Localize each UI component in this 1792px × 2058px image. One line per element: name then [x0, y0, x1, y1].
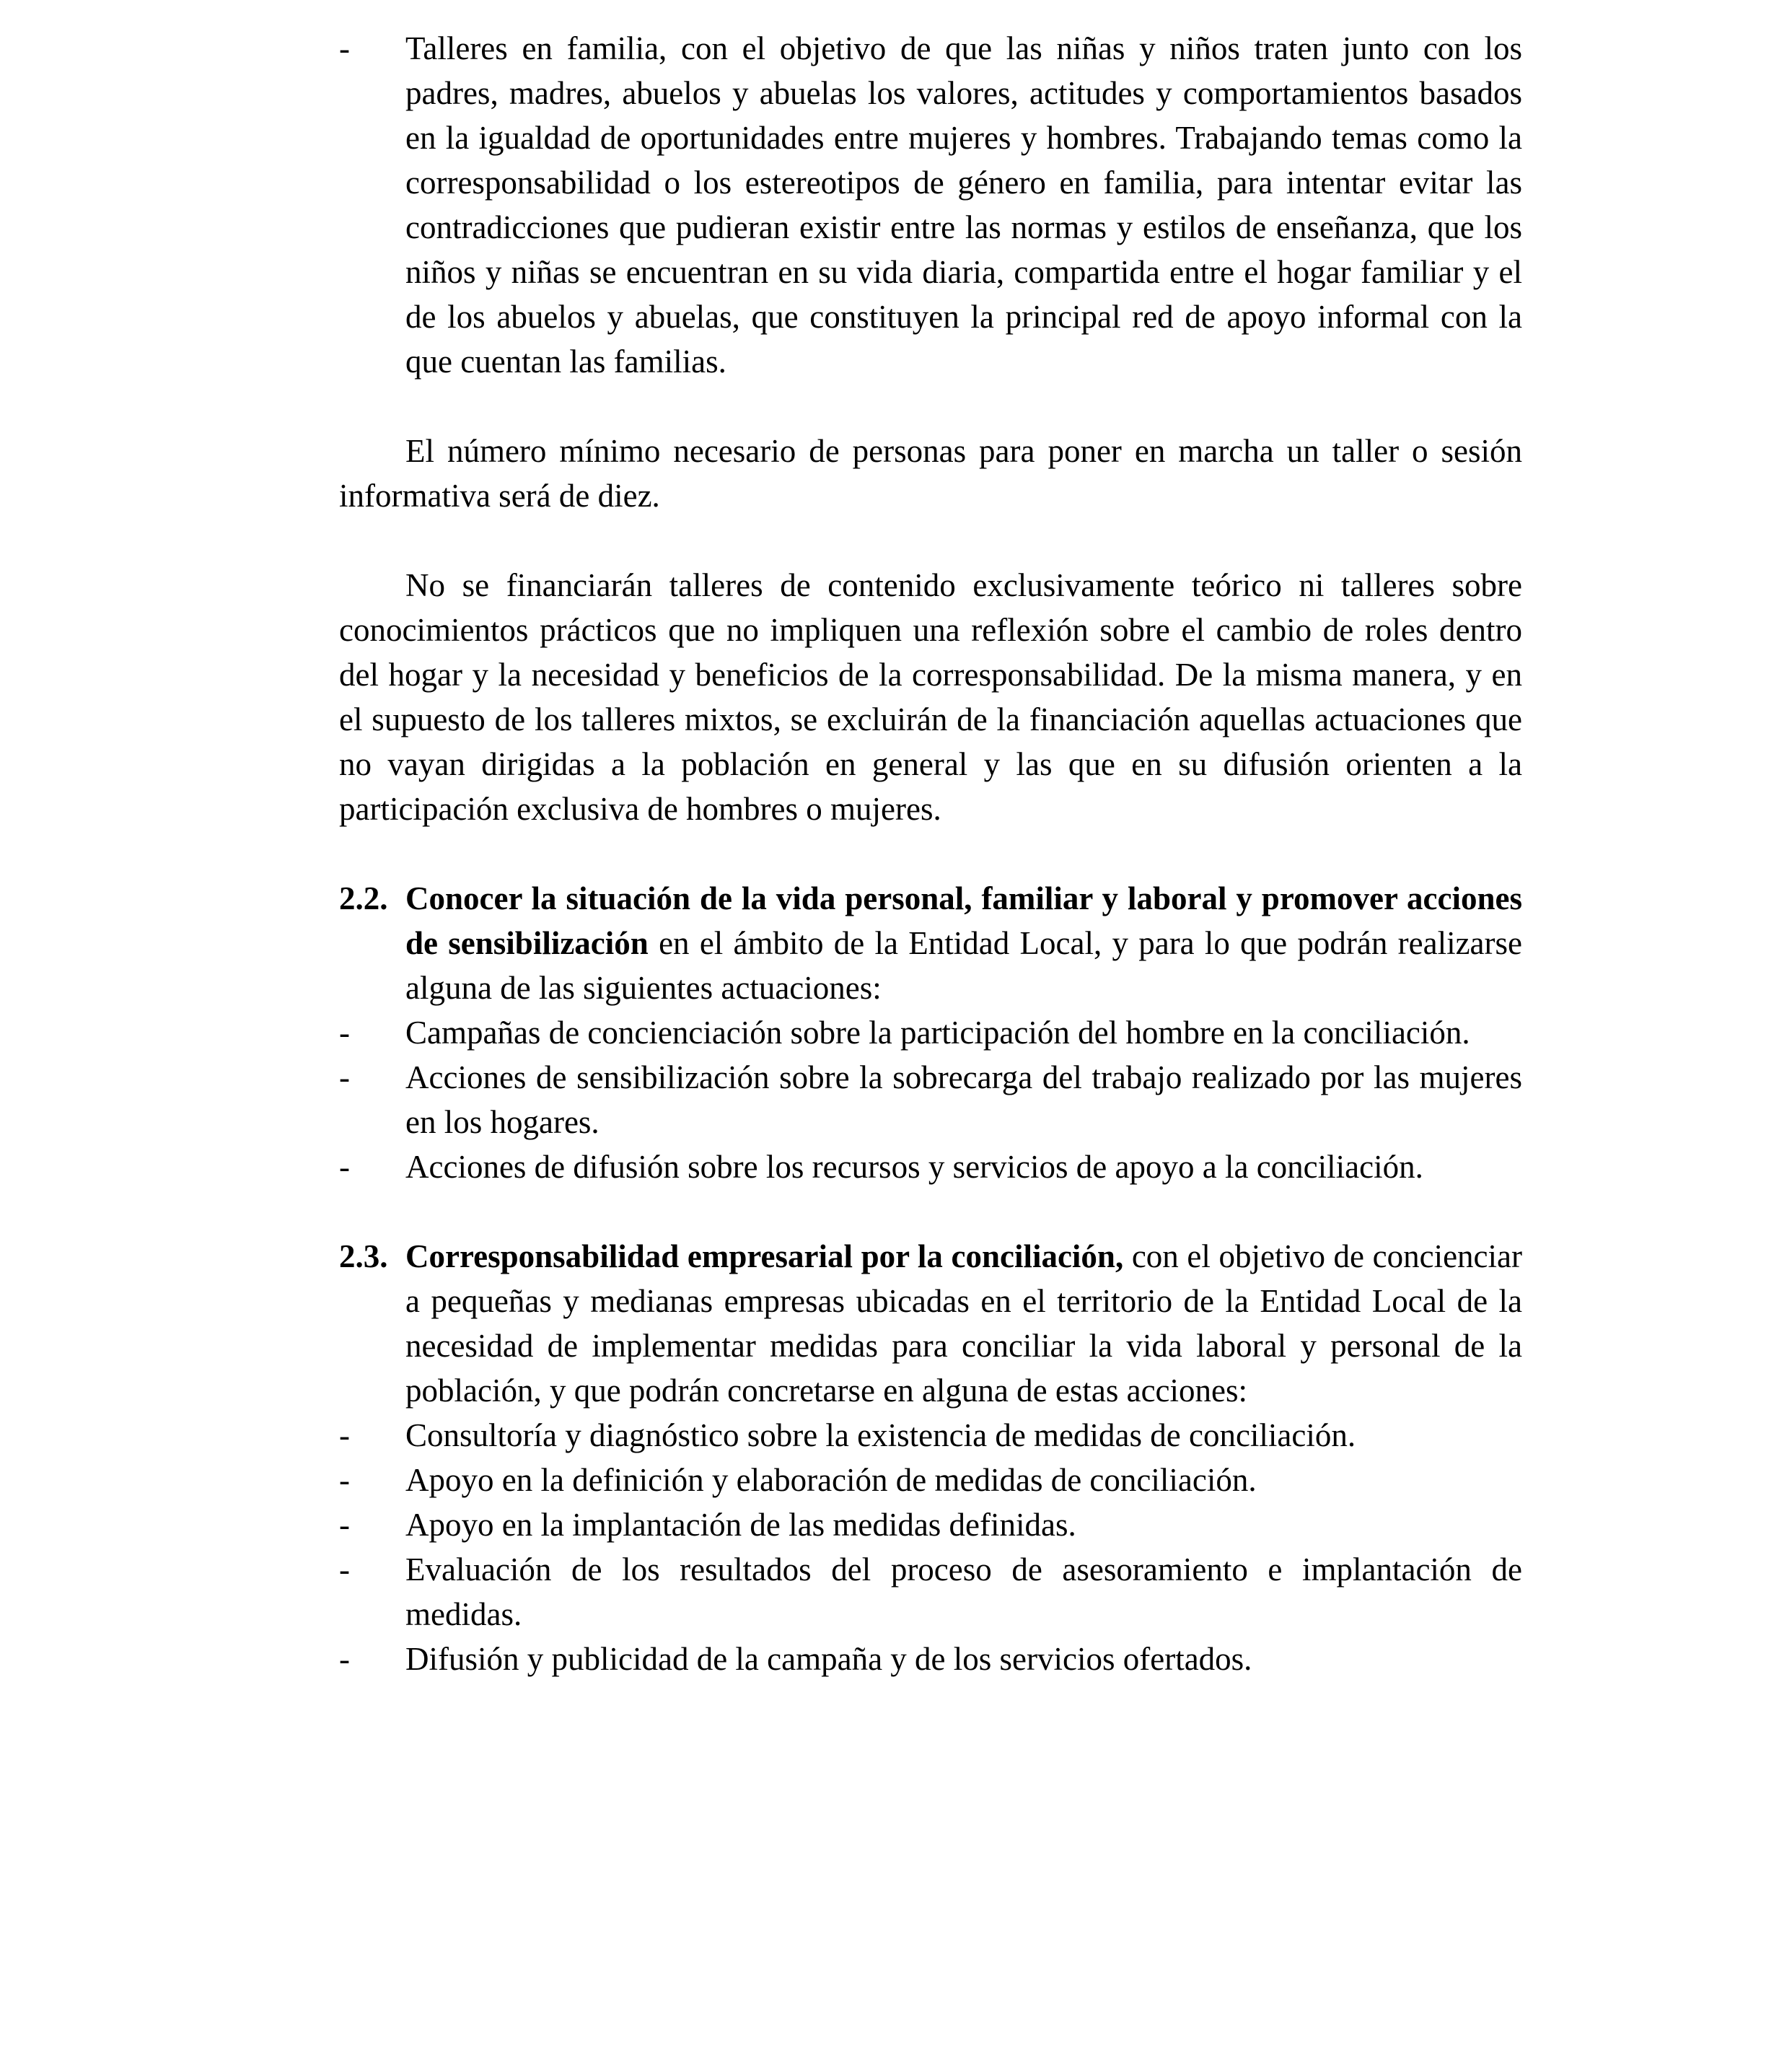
bullet-text: Consultoría y diagnóstico sobre la existencia de medidas de conciliación. — [405, 1417, 1356, 1453]
section-number: 2.2. — [339, 880, 388, 916]
bullet-item — [339, 1144, 1522, 1189]
bullet-text: Apoyo en la definición y elaboración de medidas de conciliación. — [405, 1462, 1257, 1498]
bullet-dash: - — [339, 1551, 350, 1588]
bullet-item — [339, 1637, 1522, 1681]
paragraph-text: No se financiarán talleres de contenido exclusivamente teórico ni talleres sobre conocimientos prácticos que no impliquen una reflexión sobre el cambio de roles dentro del hogar y la necesidad y beneficios de la corresponsabilidad. De la misma manera, y en el supuesto de los talleres mixtos, se excluirán de la financiación aquellas actuaciones que no vayan dirigidas a la población en general y las que en su difusión orienten a la participación exclusiva de hombres o mujeres. — [339, 567, 1522, 827]
section-heading — [339, 876, 1522, 1010]
bullet-text: Acciones de sensibilización sobre la sobrecarga del trabajo realizado por las mujeres en los hogares. — [405, 1059, 1522, 1140]
section-heading — [339, 1234, 1522, 1413]
bullet-text: Campañas de concienciación sobre la participación del hombre en la conciliación. — [405, 1015, 1470, 1051]
paragraph — [339, 429, 1522, 518]
bullet-item — [339, 26, 1522, 384]
bullet-dash: - — [339, 1417, 350, 1453]
bullet-dash: - — [339, 1462, 350, 1498]
bullet-item — [339, 1502, 1522, 1547]
bullet-text: Acciones de difusión sobre los recursos y servicios de apoyo a la conciliación. — [405, 1149, 1423, 1185]
bullet-text: Difusión y publicidad de la campaña y de los servicios ofertados. — [405, 1641, 1252, 1677]
bullet-dash: - — [339, 30, 350, 66]
section-body-text: con el objetivo de concienciar a pequeñas y medianas empresas ubicadas en el territorio de la Entidad Local de la necesidad de implementar medidas para conciliar la vida laboral y personal de la población, y que podrán concretarse en alguna de estas acciones: — [405, 1238, 1522, 1409]
section-title-bold: Corresponsabilidad empresarial por la conciliación, — [405, 1238, 1124, 1274]
bullet-item — [339, 1547, 1522, 1637]
paragraph-text: El número mínimo necesario de personas para poner en marcha un taller o sesión informativa será de diez. — [339, 433, 1522, 514]
bullet-item — [339, 1055, 1522, 1144]
bullet-item — [339, 1458, 1522, 1502]
bullet-item — [339, 1413, 1522, 1458]
bullet-dash: - — [339, 1507, 350, 1543]
bullet-text: Evaluación de los resultados del proceso de asesoramiento e implantación de medidas. — [405, 1551, 1522, 1632]
bullet-dash: - — [339, 1149, 350, 1185]
bullet-text: Talleres en familia, con el objetivo de que las niñas y niños traten junto con los padres, madres, abuelos y abuelas los valores, actitudes y comportamientos basados en la igualdad de oportunidades entre mujeres y hombres. Trabajando temas como la corresponsabilidad o los estereotipos de género en familia, para intentar evitar las contradicciones que pudieran existir entre las normas y estilos de enseñanza, que los niños y niñas se encuentran en su vida diaria, compartida entre el hogar familiar y el de los abuelos y abuelas, que constituyen la principal red de apoyo informal con la que cuentan las familias. — [405, 30, 1522, 380]
document-body — [339, 26, 1522, 1681]
bullet-item — [339, 1010, 1522, 1055]
bullet-text: Apoyo en la implantación de las medidas definidas. — [405, 1507, 1076, 1543]
section-body-text: en el ámbito de la Entidad Local, y para lo que podrán realizarse alguna de las siguientes actuaciones: — [405, 925, 1523, 1006]
section-title-bold: Conocer la situación de la vida personal, familiar y laboral y promover acciones de sensibilización — [405, 880, 1522, 961]
bullet-dash: - — [339, 1641, 350, 1677]
bullet-dash: - — [339, 1015, 350, 1051]
bullet-dash: - — [339, 1059, 350, 1095]
section-number: 2.3. — [339, 1238, 388, 1274]
paragraph — [339, 563, 1522, 831]
